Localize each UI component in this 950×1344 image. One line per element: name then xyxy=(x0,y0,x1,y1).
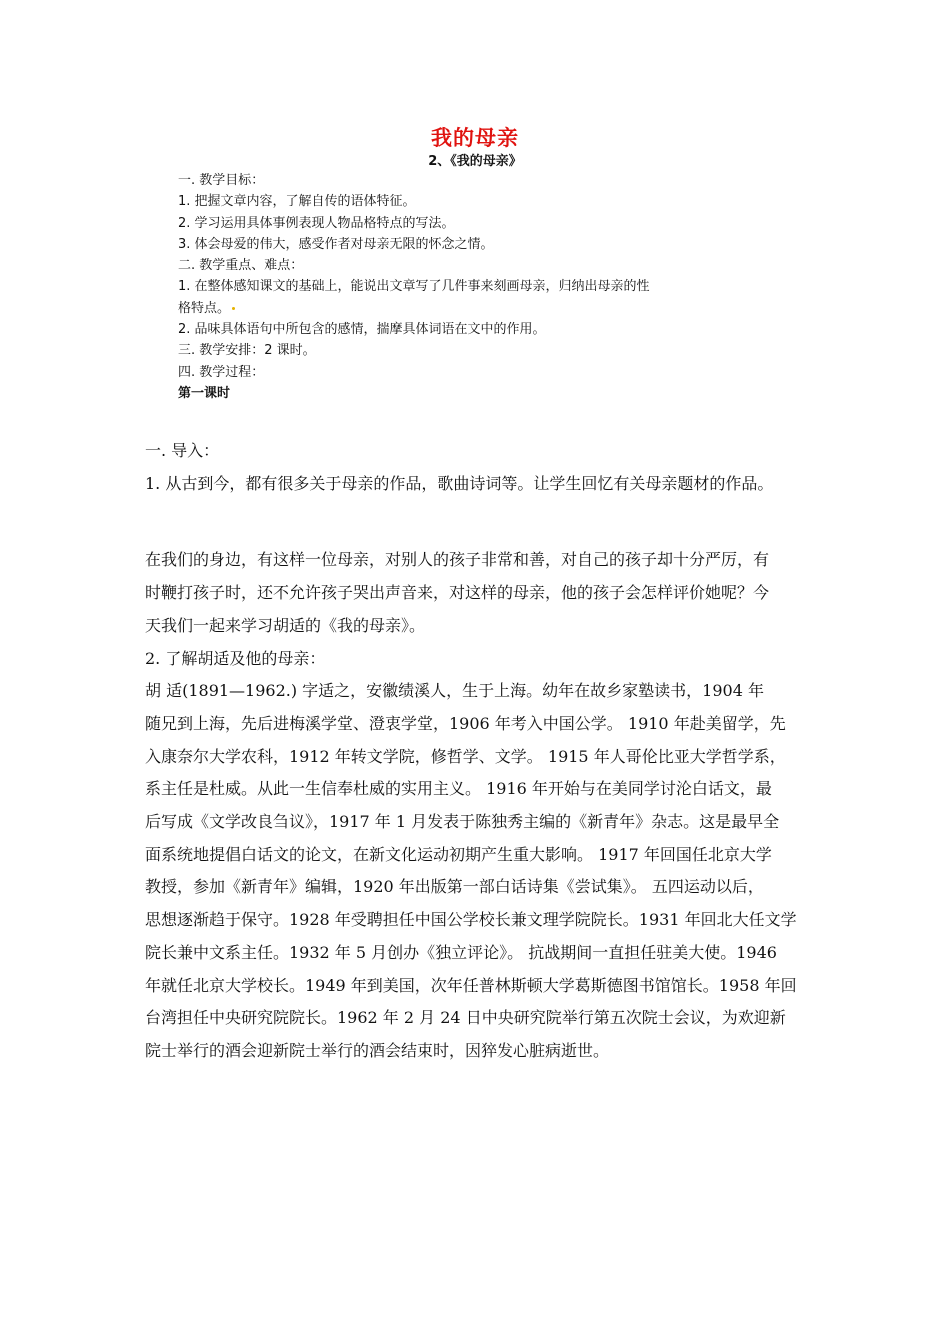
body-line: 院士举行的酒会迎新院士举行的酒会结束时，因猝发心脏病逝世。 xyxy=(145,1040,610,1060)
body-line: 系主任是杜威。从此一生信奉杜威的实用主义。 1916 年开始与在美同学讨沦白话文，最 xyxy=(145,779,772,799)
document-subtitle: 2、《我的母亲》 xyxy=(428,154,522,169)
outline-line-with-mark xyxy=(178,298,818,319)
outline-line: 2. 学习运用具体事例表现人物品格特点的写法。 xyxy=(178,215,455,231)
teaching-outline xyxy=(178,170,818,404)
body-line: 台湾担任中央研究院院长。1962 年 2 月 24 日中央研究院举行第五次院士会议，为欢迎新 xyxy=(145,1008,786,1028)
outline-line-text: 格特点。 xyxy=(178,300,231,316)
section-heading: 一. 导入： xyxy=(145,441,220,460)
outline-line: 2. 品味具体语句中所包含的感情，揣摩具体词语在文中的作用。 xyxy=(178,322,546,338)
body-line: 面系统地提倡白话文的论文，在新文化运动初期产生重大影响。 1917 年回国任北京大学 xyxy=(145,844,772,864)
body-line: 1. 从古到今，都有很多关于母亲的作品，歌曲诗词等。让学生回忆有关母亲题材的作品。 xyxy=(145,473,774,493)
body-line: 在我们的身边，有这样一位母亲，对别人的孩子非常和善，对自己的孩子却十分严厉，有 xyxy=(145,550,770,570)
outline-line: 1. 把握文章内容，了解自传的语体特征。 xyxy=(178,194,416,210)
body-line: 思想逐渐趋于保守。1928 年受聘担任中国公学校长兼文理学院院长。1931 年回北大任文学 xyxy=(145,910,797,930)
body-line: 随兄到上海，先后进梅溪学堂、澄衷学堂，1906 年考入中国公学。 1910 年赴美留学，先 xyxy=(145,713,786,733)
body-line: 教授，参加《新青年》编辑，1920 年出版第一部白话诗集《尝试集》。 五四运动以后， xyxy=(145,877,764,897)
outline-line: 四. 教学过程： xyxy=(178,364,265,380)
section-heading: 2. 了解胡适及他的母亲： xyxy=(145,648,326,668)
outline-line: 1. 在整体感知课文的基础上，能说出文章写了几件事来刻画母亲，归纳出母亲的性 xyxy=(178,279,650,295)
outline-line: 一. 教学目标： xyxy=(178,173,265,188)
body-line: 院长兼中文系主任。1932 年 5 月创办《独立评论》。 抗战期间一直担任驻美大使。1946 xyxy=(145,942,777,962)
paragraph-gap xyxy=(145,500,825,544)
document-title: 我的母亲 xyxy=(431,126,519,150)
body-line: 时鞭打孩子时，还不允许孩子哭出声音来，对这样的母亲，他的孩子会怎样评价她呢？今 xyxy=(145,583,770,603)
body-line: 胡 适(1891—1962.) 字适之，安徽绩溪人，生于上海。幼年在故乡家塾读书，1904 年 xyxy=(145,681,764,701)
lesson-body xyxy=(145,435,825,1068)
body-line: 入康奈尔大学农科，1912 年转文学院，修哲学、文学。 1915 年人哥伦比亚大学哲学系， xyxy=(145,746,786,766)
body-line: 后写成《文学改良刍议》，1917 年 1 月发表于陈独秀主编的《新青年》杂志。这是最早全 xyxy=(145,812,780,832)
highlight-mark xyxy=(232,307,235,310)
outline-line: 3. 体会母爱的伟大，感受作者对母亲无限的怀念之情。 xyxy=(178,236,494,252)
body-line: 天我们一起来学习胡适的《我的母亲》。 xyxy=(145,615,426,635)
body-line: 年就任北京大学校长。1949 年到美国，次年任普林斯顿大学葛斯德图书馆馆长。1958 年回 xyxy=(145,975,797,995)
outline-line: 三. 教学安排：2 课时。 xyxy=(178,343,316,359)
lesson-heading: 第一课时 xyxy=(178,385,231,401)
outline-line: 二. 教学重点、难点： xyxy=(178,258,304,274)
